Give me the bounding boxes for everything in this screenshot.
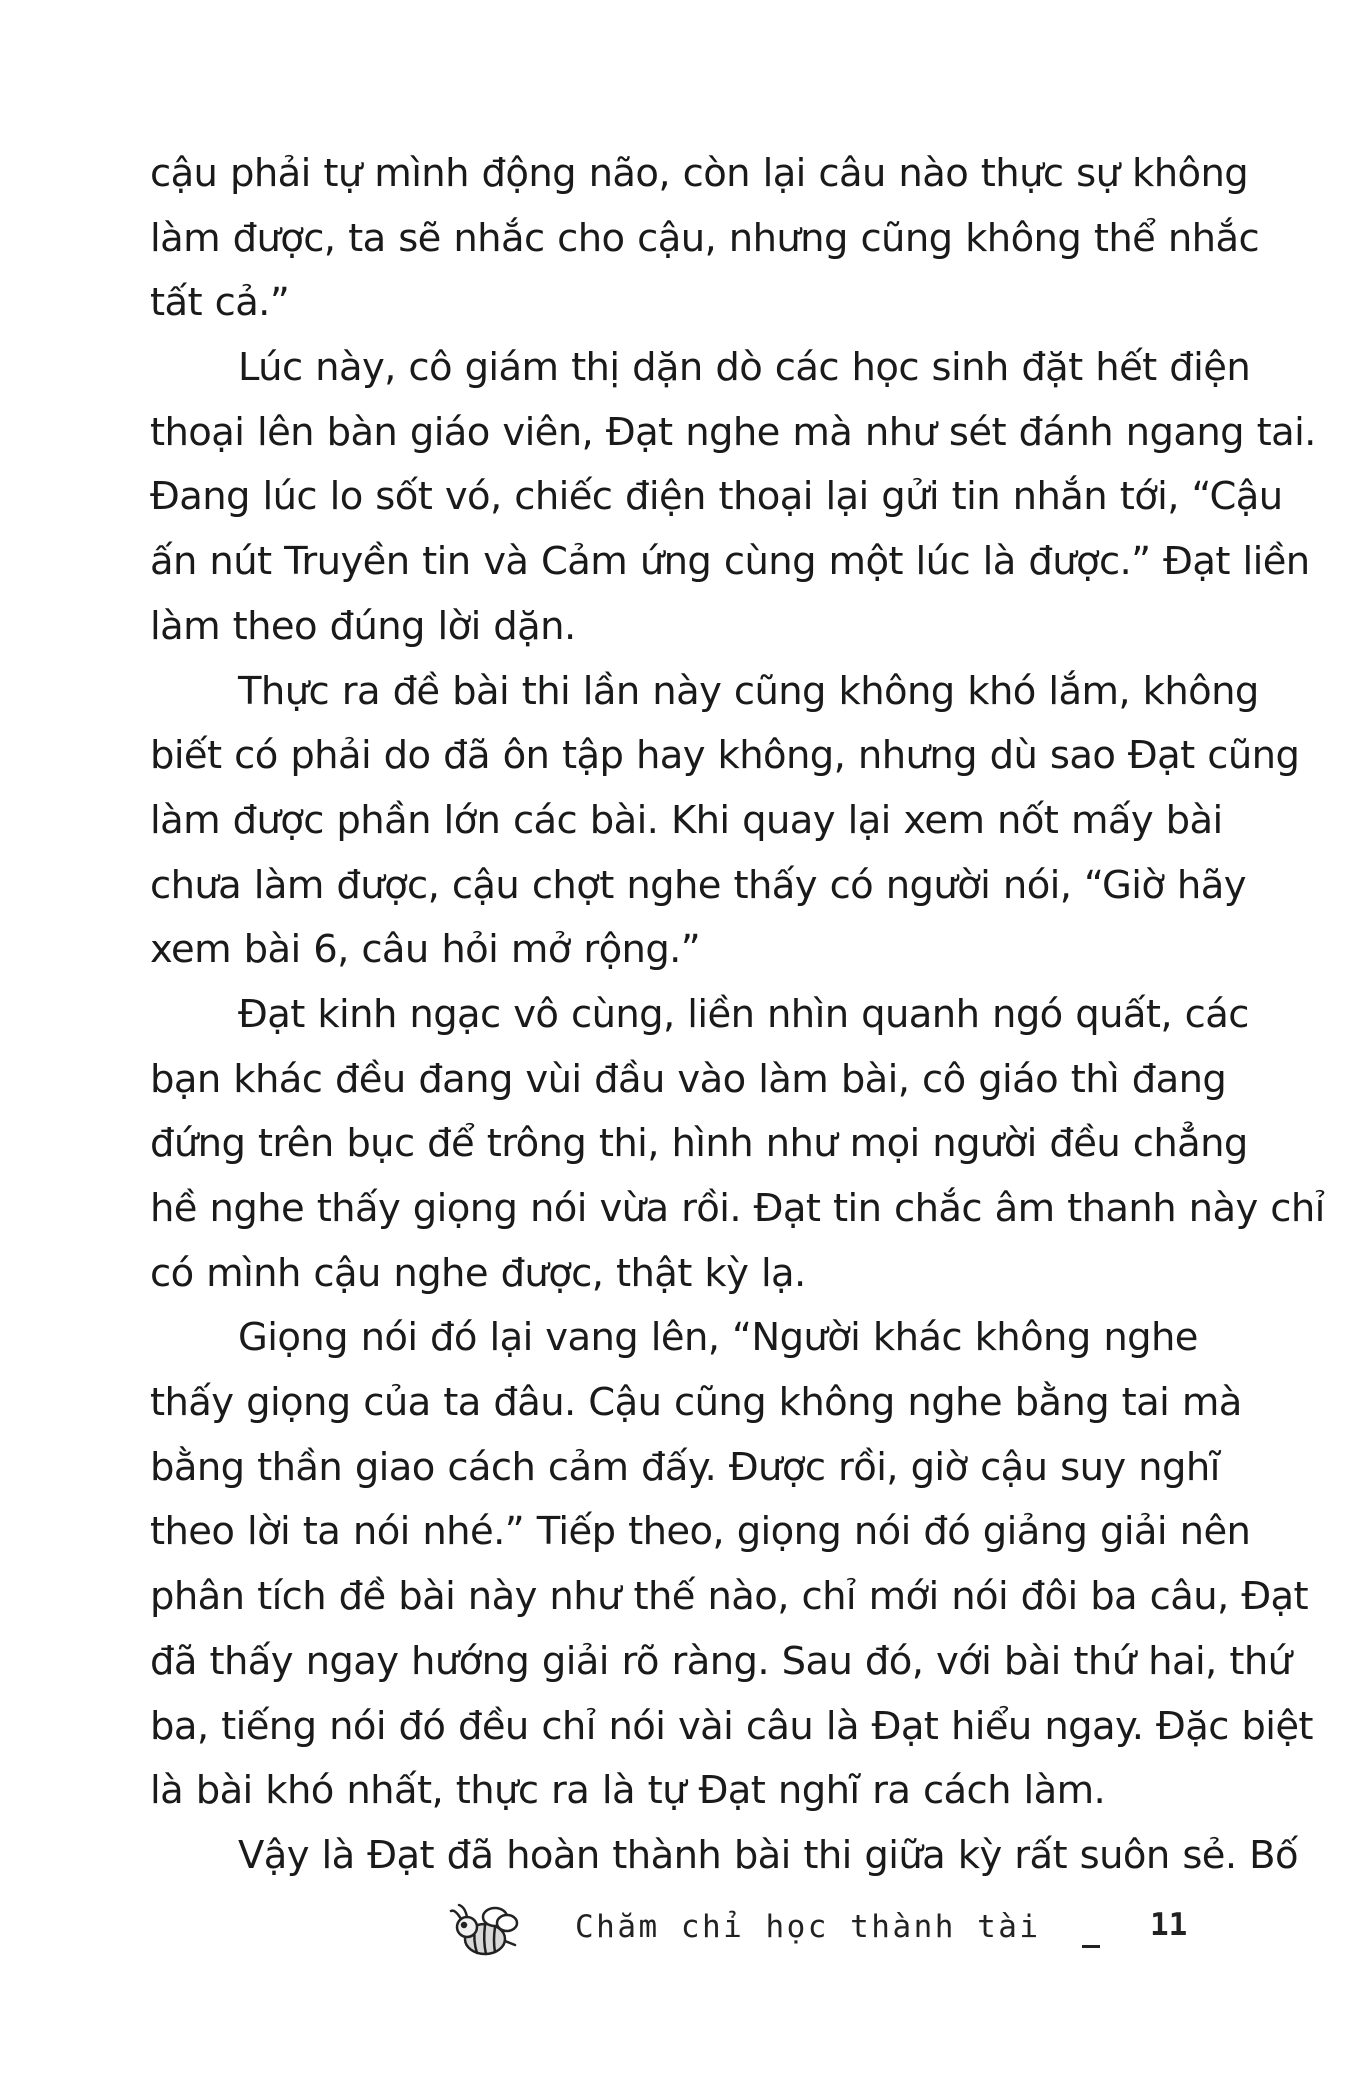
page-number: 11 [1150,1907,1188,1943]
text-line: Đạt kinh ngạc vô cùng, liền nhìn quanh ngó quất, các [238,991,1249,1037]
text-line: bạn khác đều đang vùi đầu vào làm bài, cô giáo thì đang [150,1056,1227,1102]
text-line: Thực ra đề bài thi lần này cũng không khó lắm, không [238,668,1259,714]
text-line: làm được phần lớn các bài. Khi quay lại xem nốt mấy bài [150,797,1223,843]
text-line: là bài khó nhất, thực ra là tự Đạt nghĩ ra cách làm. [150,1768,1106,1814]
text-line: thoại lên bàn giáo viên, Đạt nghe mà như sét đánh ngang tai. [150,409,1316,455]
text-line: cậu phải tự mình động não, còn lại câu nào thực sự không [150,151,1249,196]
text-line: Lúc này, cô giám thị dặn dò các học sinh đặt hết điện [238,345,1251,391]
text-line: làm theo đúng lời dặn. [150,603,576,649]
text-line: Vậy là Đạt đã hoàn thành bài thi giữa kỳ rất suôn sẻ. Bố [238,1832,1298,1878]
text-line: có mình cậu nghe được, thật kỳ lạ. [150,1250,806,1296]
text-line: đứng trên bục để trông thi, hình như mọi người đều chẳng [150,1121,1248,1167]
text-line: biết có phải do đã ôn tập hay không, nhưng dù sao Đạt cũng [150,733,1300,779]
text-line: Đang lúc lo sốt vó, chiếc điện thoại lại gửi tin nhắn tới, “Cậu [150,474,1283,520]
text-line: thấy giọng của ta đâu. Cậu cũng không nghe bằng tai mà [150,1380,1242,1426]
body-text [150,142,1325,1889]
text-line: chưa làm được, cậu chợt nghe thấy có người nói, “Giờ hãy [150,862,1246,908]
text-line: phân tích đề bài này như thế nào, chỉ mới nói đôi ba câu, Đạt [150,1574,1309,1620]
text-line: bằng thần giao cách cảm đấy. Được rồi, giờ cậu suy nghĩ [150,1444,1220,1490]
text-line: theo lời ta nói nhé.” Tiếp theo, giọng nói đó giảng giải nên [150,1509,1251,1555]
page-footer [0,1895,1352,1975]
text-line: ấn nút Truyền tin và Cảm ứng cùng một lúc là được.” Đạt liền [150,539,1310,585]
text-line: tất cả.” [150,280,290,326]
text-line: đã thấy ngay hướng giải rõ ràng. Sau đó, với bài thứ hai, thứ [150,1638,1292,1684]
bee-icon [445,1897,525,1967]
footer-dash [1082,1945,1100,1948]
text-line: xem bài 6, câu hỏi mở rộng.” [150,927,701,973]
text-line: hề nghe thấy giọng nói vừa rồi. Đạt tin chắc âm thanh này chỉ [150,1186,1325,1231]
book-title: Chăm chỉ học thành tài [575,1909,1041,1945]
text-line: Giọng nói đó lại vang lên, “Người khác không nghe [238,1315,1198,1361]
text-line: làm được, ta sẽ nhắc cho cậu, nhưng cũng không thể nhắc [150,215,1260,261]
text-line: ba, tiếng nói đó đều chỉ nói vài câu là Đạt hiểu ngay. Đặc biệt [150,1703,1313,1749]
